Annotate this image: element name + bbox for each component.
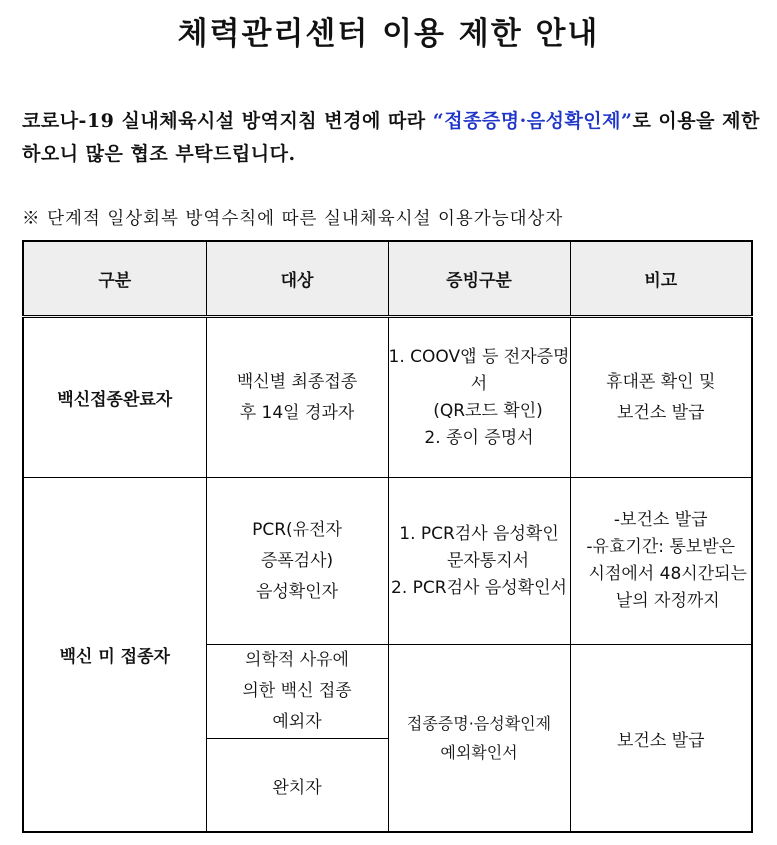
proof-pcr-item2: 2. PCR검사 음성확인서: [391, 577, 567, 598]
proof-exemption-line2: 예외확인서: [440, 743, 518, 763]
table-header-row: [23, 241, 752, 317]
remark-pcr-line1: -보건소 발급: [613, 510, 708, 531]
proof-vaccinated: [388, 317, 570, 478]
proof-exemption: [388, 645, 570, 832]
proof-pcr: [388, 478, 570, 645]
remark-vaccinated-line2: 보건소 발급: [616, 402, 705, 423]
page-title: 체력관리센터 이용 제한 안내: [177, 16, 600, 52]
target-medical-line1: 의학적 사유에: [245, 650, 349, 671]
proof-exemption-line1: 접종증명·음성확인제: [406, 714, 552, 734]
intro-highlight: “접종증명·음성확인제”: [432, 110, 633, 132]
proof-vaccinated-item2: 2. 종이 증명서: [424, 427, 534, 448]
remark-pcr-line3: 시점에서 48시간되는: [588, 564, 747, 585]
intro-text-1: 코로나-19 실내체육시설 방역지침 변경에 따라: [22, 110, 433, 132]
remark-exemption: 보건소 발급: [570, 645, 752, 832]
target-recovered: 완치자: [206, 739, 388, 832]
intro-paragraph: [22, 105, 762, 171]
table-note: ※ 단계적 일상회복 방역수칙에 따른 실내체육시설 이용가능대상자: [22, 209, 564, 229]
eligibility-table: [22, 240, 753, 833]
target-pcr-line1: PCR(유전자: [252, 519, 342, 540]
proof-pcr-item1: 1. PCR검사 음성확인: [399, 523, 559, 544]
table-row-pcr: [23, 478, 752, 645]
header-category: 구분: [23, 241, 206, 317]
category-vaccinated: 백신접종완료자: [23, 317, 206, 478]
remark-pcr: [570, 478, 752, 645]
header-remark: 비고: [570, 241, 752, 317]
proof-pcr-item1b: 문자통지서: [446, 550, 530, 571]
table-row-vaccinated: [23, 317, 752, 478]
remark-vaccinated-line1: 휴대폰 확인 및: [606, 371, 716, 392]
target-pcr-line2: 증폭검사): [260, 550, 334, 571]
remark-vaccinated: [570, 317, 752, 478]
target-medical-line2: 의한 백신 접종: [242, 681, 352, 702]
header-target: 대상: [206, 241, 388, 317]
proof-vaccinated-item1b: (QR코드 확인): [433, 400, 543, 421]
target-pcr: [206, 478, 388, 645]
target-medical-line3: 예외자: [272, 712, 322, 733]
target-vaccinated-line1: 백신별 최종접종: [236, 371, 358, 392]
remark-pcr-line4: 날의 자정까지: [615, 591, 720, 612]
header-proof: 증빙구분: [388, 241, 570, 317]
target-vaccinated: [206, 317, 388, 478]
intro-text-2: 로 이용을 제한하오니 많은 협조 부탁드립니다.: [22, 110, 760, 165]
category-unvaccinated: 백신 미 접종자: [23, 478, 206, 832]
target-pcr-line3: 음성확인자: [255, 581, 339, 602]
proof-vaccinated-item1: 1. COOV앱 등 전자증명서: [388, 346, 570, 394]
target-medical: [206, 645, 388, 739]
target-vaccinated-line2: 후 14일 경과자: [239, 402, 355, 423]
remark-pcr-line2: -유효기간: 통보받은: [586, 537, 736, 558]
